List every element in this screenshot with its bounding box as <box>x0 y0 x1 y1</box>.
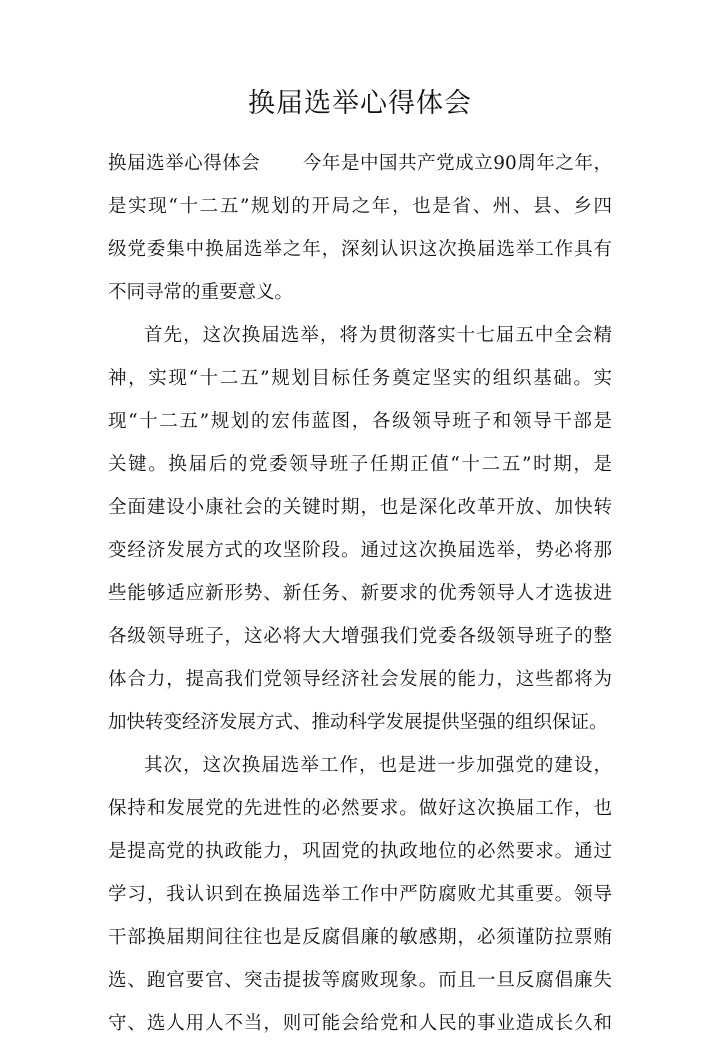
text-line-5: 首先，这次换届选举，将为贯彻落实十七届五中全会精 <box>144 325 612 346</box>
text-line-15: 其次，这次换届选举工作，也是进一步加强党的建设， <box>144 755 612 776</box>
text-line-11: 些能够适应新形势、新任务、新要求的优秀领导人才选拔进 <box>108 583 612 604</box>
text-line-3: 级党委集中换届选举之年，深刻认识这次换届选举工作具有 <box>108 239 612 260</box>
text-line-17: 是提高党的执政能力，巩固党的执政地位的必然要求。通过 <box>108 841 612 862</box>
text-line-7: 现“十二五”规划的宏伟蓝图，各级领导班子和领导干部是 <box>108 411 612 432</box>
text-line-20: 选、跑官要官、突击提拔等腐败现象。而且一旦反腐倡廉失 <box>108 970 612 991</box>
text-line-19: 干部换届期间往往也是反腐倡廉的敏感期，必须谨防拉票贿 <box>108 927 612 948</box>
text-line-18: 学习，我认识到在换届选举工作中严防腐败尤其重要。领导 <box>108 884 612 905</box>
text-line-8: 关键。换届后的党委领导班子任期正值“十二五”时期，是 <box>108 454 612 475</box>
text-line-4: 不同寻常的重要意义。 <box>108 282 294 303</box>
line-text: 今年是中国共产党成立90周年之年， <box>302 153 612 174</box>
document-title: 换届选举心得体会 <box>248 88 472 119</box>
text-line-12: 各级领导班子，这必将大大增强我们党委各级领导班子的整 <box>108 626 612 647</box>
inline-heading: 换届选举心得体会 <box>108 153 261 174</box>
text-line-1 <box>108 144 612 184</box>
text-line-10: 变经济发展方式的攻坚阶段。通过这次换届选举，势必将那 <box>108 540 612 561</box>
text-line-13: 体合力，提高我们党领导经济社会发展的能力，这些都将为 <box>108 669 612 690</box>
text-line-16: 保持和发展党的先进性的必然要求。做好这次换届工作，也 <box>108 798 612 819</box>
text-line-9: 全面建设小康社会的关键时期，也是深化改革开放、加快转 <box>108 497 612 518</box>
text-line-2: 是实现“十二五”规划的开局之年，也是省、州、县、乡四 <box>108 196 612 217</box>
text-line-14: 加快转变经济发展方式、推动科学发展提供坚强的组织保证。 <box>108 712 608 733</box>
text-line-21: 守、选人用人不当，则可能会给党和人民的事业造成长久和 <box>108 1013 612 1034</box>
text-line-6: 神，实现“十二五”规划目标任务奠定坚实的组织基础。实 <box>108 368 612 389</box>
